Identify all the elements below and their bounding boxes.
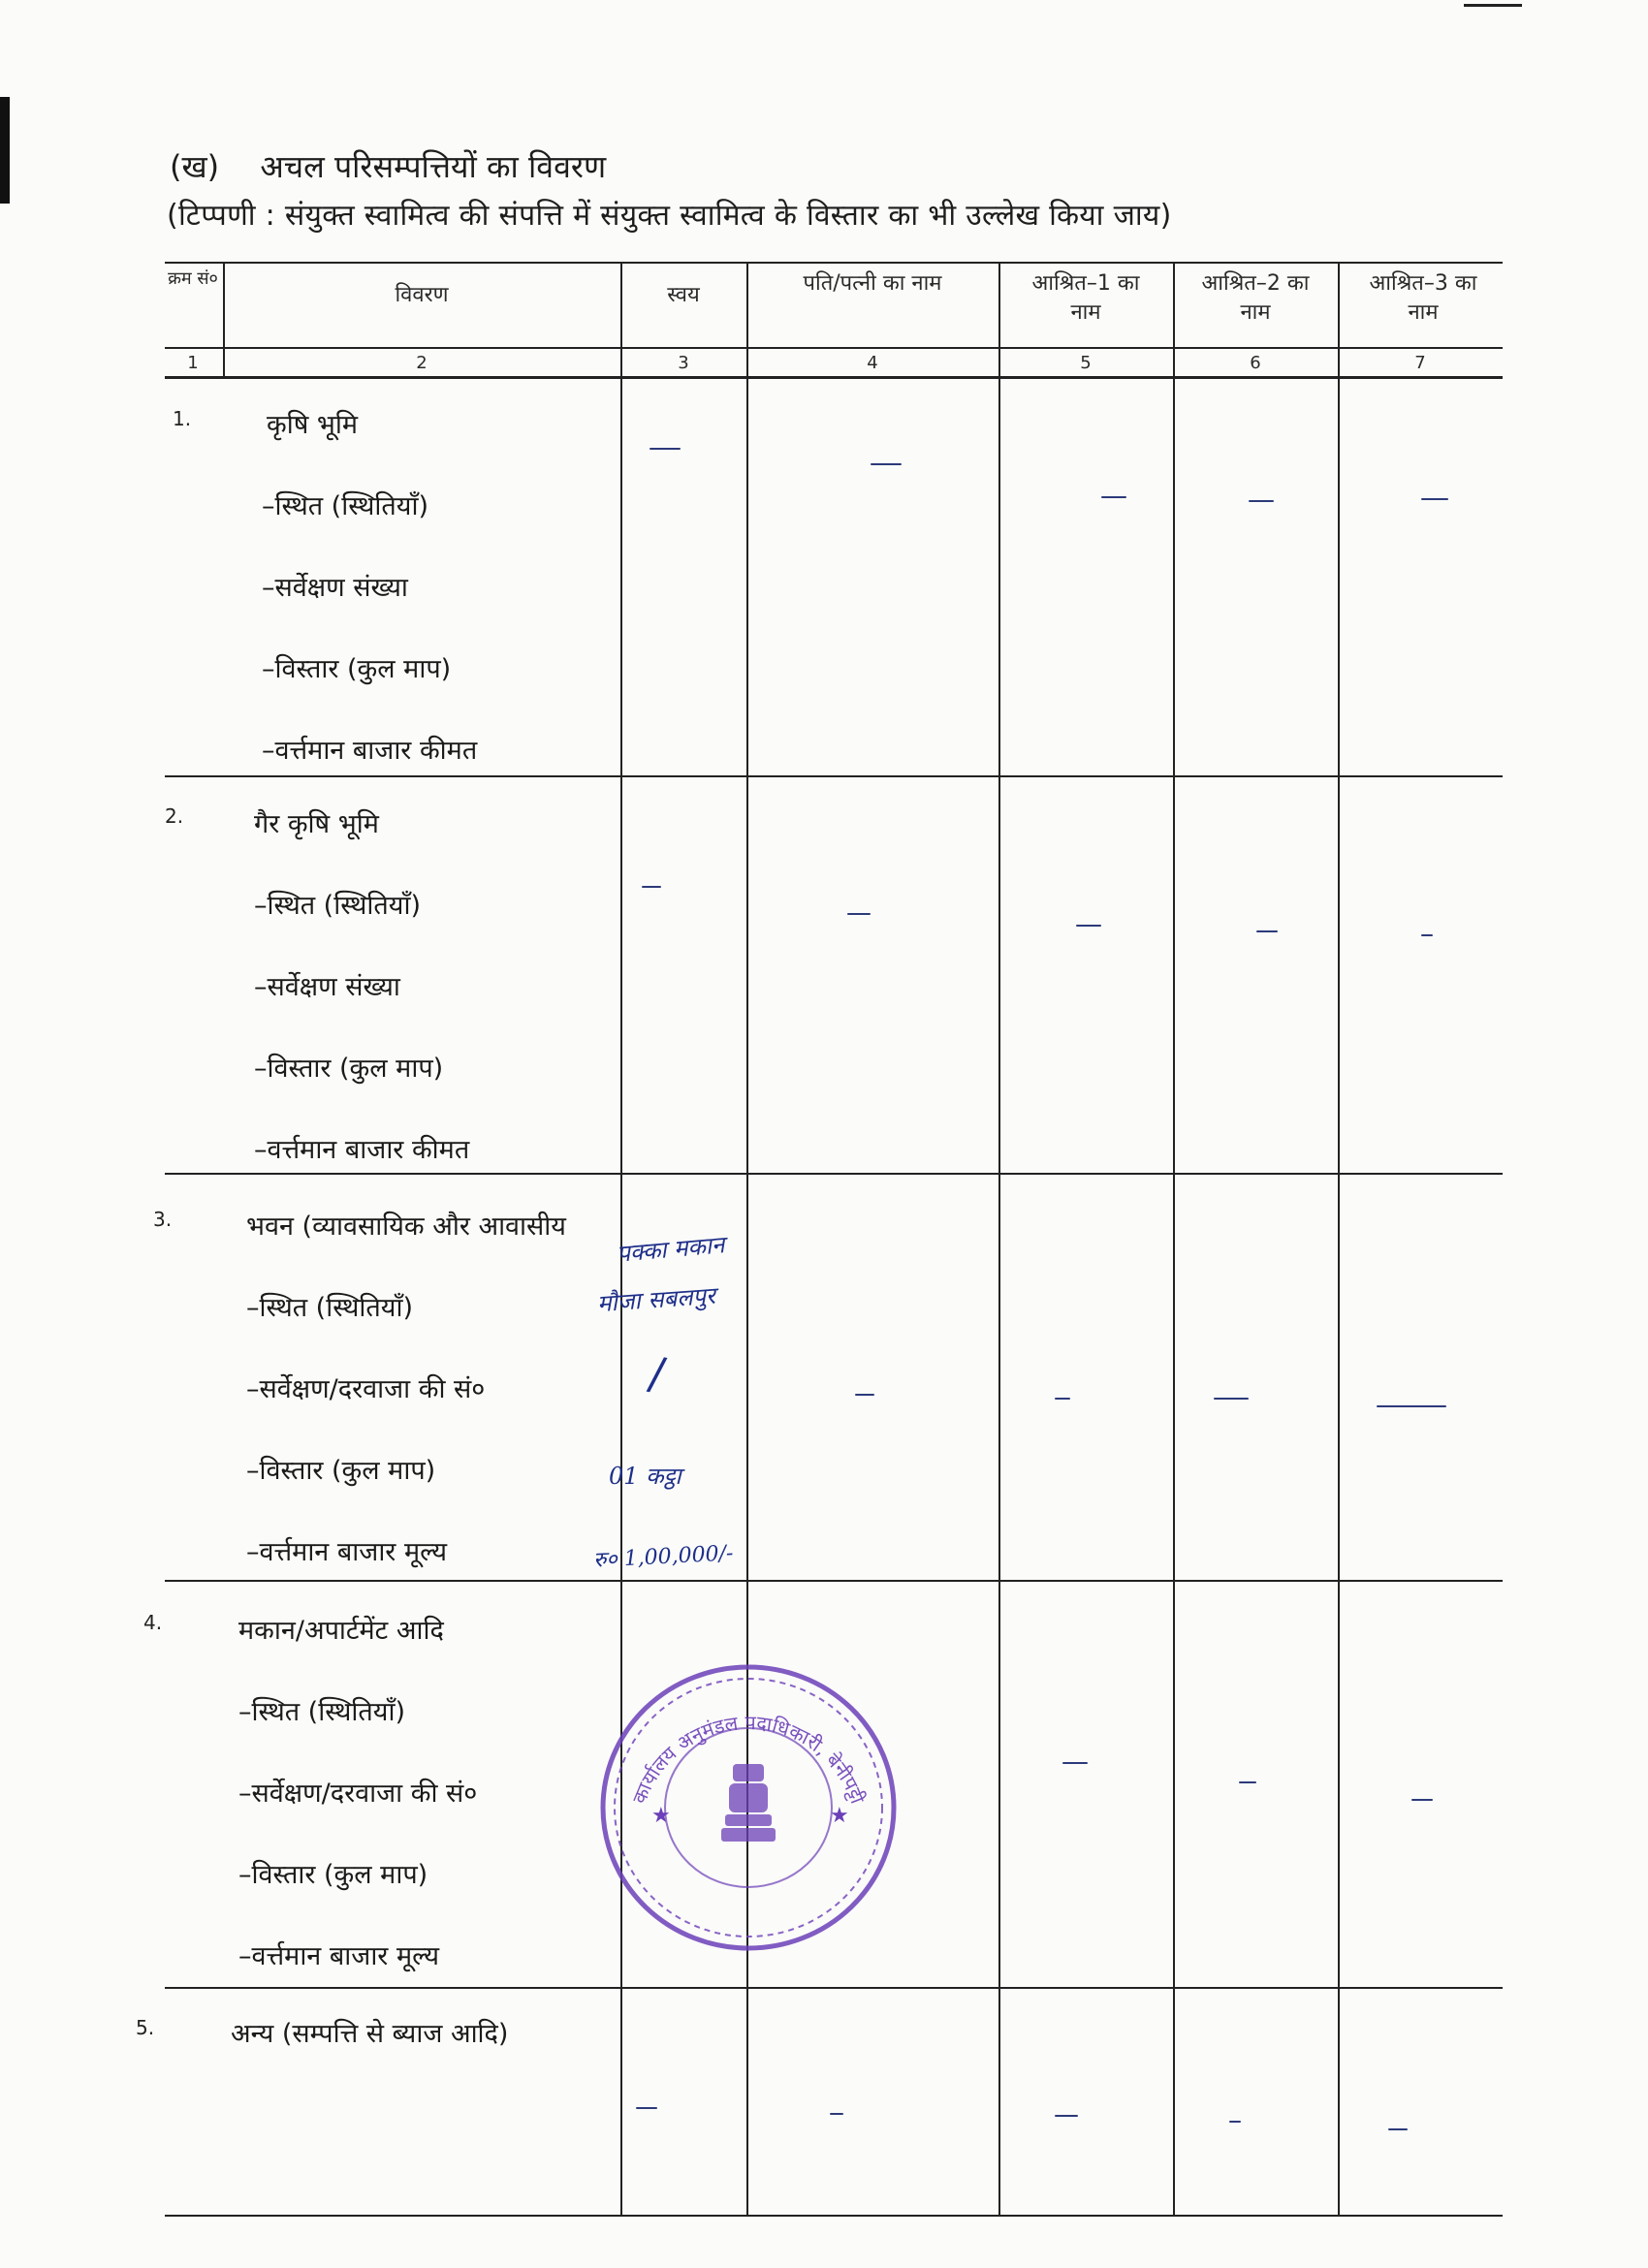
row-5-dep3-dash: [1388, 2128, 1408, 2130]
row-1-item-1: कृषि भूमि: [267, 410, 359, 440]
row-2-item-2: –स्थित (स्थितियाँ): [254, 891, 421, 921]
row-5-self-dash: [636, 2107, 657, 2109]
svg-text:★: ★: [830, 1804, 849, 1828]
row-5-dep1-dash: [1055, 2115, 1078, 2117]
row-2-dep1-dash: [1076, 925, 1101, 927]
row-1-item-4: –विस्तार (कुल माप): [262, 654, 452, 684]
row-1-item-2: –स्थित (स्थितियाँ): [262, 491, 428, 521]
row-2-item-3: –सर्वेक्षण संख्या: [254, 972, 400, 1002]
row-1-dep3-dash: [1421, 498, 1448, 500]
svg-text:★: ★: [651, 1804, 671, 1828]
row-3-item-5: –वर्त्तमान बाजार मूल्य: [246, 1537, 448, 1567]
row-1-spouse-dash: [871, 463, 902, 465]
row-2-item-4: –विस्तार (कुल माप): [254, 1054, 444, 1084]
row-2-self-dash: [642, 886, 661, 888]
row-4-item-3: –सर्वेक्षण/दरवाजा की सं०: [238, 1779, 478, 1809]
row-3-serial: 3.: [153, 1208, 173, 1231]
row-3-self-handwriting-5: रु० 1,00,000/-: [592, 1541, 735, 1573]
header-serial: क्रम सं०: [168, 268, 218, 289]
row-4-dep2-dash: [1239, 1781, 1256, 1783]
row-5-serial: 5.: [136, 2016, 155, 2039]
row-2-item-5: –वर्त्तमान बाजार कीमत: [254, 1135, 470, 1165]
official-seal-stamp: [593, 1657, 903, 1958]
row-4-item-5: –वर्त्तमान बाजार मूल्य: [238, 1941, 440, 1971]
header-dependent-3: आश्रित–3 का नाम: [1369, 271, 1477, 325]
row-1-dep2-dash: [1249, 500, 1274, 502]
section-label: (ख): [170, 148, 220, 185]
header-dependent-2: आश्रित–2 का नाम: [1201, 271, 1310, 325]
row-3-dep3-dash: [1377, 1405, 1446, 1407]
row-1-dep1-dash: [1101, 496, 1126, 498]
row-3-self-handwriting-3: /: [645, 1346, 670, 1401]
header-description: विवरण: [395, 283, 449, 307]
column-number-6: 6: [1250, 353, 1261, 373]
row-2-spouse-dash: [847, 913, 871, 915]
section-heading: [170, 145, 606, 187]
column-number-2: 2: [416, 353, 428, 373]
scan-edge-mark: [0, 97, 10, 204]
header-spouse: पति/पत्नी का नाम: [803, 271, 942, 296]
row-4-item-4: –विस्तार (कुल माप): [238, 1860, 428, 1890]
column-number-5: 5: [1080, 353, 1092, 373]
scan-top-mark: [1464, 4, 1522, 7]
row-3-dep1-dash: [1055, 1398, 1070, 1400]
row-1-item-3: –सर्वेक्षण संख्या: [262, 573, 408, 603]
row-2-serial: 2.: [165, 804, 184, 828]
row-3-self-handwriting-2: मौजा सबलपुर: [596, 1281, 716, 1318]
row-3-spouse-dash: [855, 1394, 874, 1396]
row-4-dep3-dash: [1411, 1799, 1433, 1801]
row-3-item-4: –विस्तार (कुल माप): [246, 1456, 436, 1486]
row-3-item-2: –स्थित (स्थितियाँ): [246, 1293, 413, 1323]
row-2-dep3-dash: [1421, 934, 1433, 936]
row-1-serial: 1.: [173, 407, 192, 430]
row-2-item-1: गैर कृषि भूमि: [254, 809, 379, 839]
column-number-1: 1: [187, 353, 199, 373]
row-4-item-1: मकान/अपार्टमेंट आदि: [238, 1616, 444, 1646]
header-dependent-1: आश्रित–1 का नाम: [1031, 271, 1140, 325]
header-self: स्वय: [667, 283, 700, 307]
row-3-self-handwriting-1: पक्का मकान: [616, 1231, 726, 1268]
row-3-item-1: भवन (व्यावसायिक और आवासीय: [246, 1212, 566, 1242]
row-5-spouse-dash: [830, 2113, 843, 2115]
row-3-item-3: –सर्वेक्षण/दरवाजा की सं०: [246, 1374, 486, 1404]
column-number-7: 7: [1414, 353, 1426, 373]
row-1-item-5: –वर्त्तमान बाजार कीमत: [262, 736, 478, 766]
row-4-serial: 4.: [143, 1611, 163, 1634]
row-2-dep2-dash: [1256, 930, 1278, 932]
column-number-3: 3: [678, 353, 689, 373]
emblem-icon: [721, 1764, 776, 1842]
row-3-self-handwriting-4: 01 कट्ठा: [609, 1463, 681, 1490]
row-5-dep2-dash: [1229, 2121, 1241, 2123]
row-4-item-2: –स्थित (स्थितियाँ): [238, 1697, 405, 1727]
stamp-text: कार्यालय अनुमंडल पदाधिकारी, बेनीपट्टी: [627, 1710, 870, 1808]
row-1-self-dash: [650, 448, 681, 450]
row-5-item-1: अन्य (सम्पत्ति से ब्याज आदि): [231, 2019, 509, 2049]
column-number-4: 4: [867, 353, 878, 373]
row-3-dep2-dash: [1214, 1398, 1249, 1400]
section-title: अचल परिसम्पत्तियों का विवरण: [260, 148, 607, 185]
row-4-dep1-dash: [1062, 1762, 1088, 1764]
section-note: (टिप्पणी : संयुक्त स्वामित्व की संपत्ति में संयुक्त स्वामित्व के विस्तार का भी उल्लेख किया जाय): [167, 199, 1172, 233]
